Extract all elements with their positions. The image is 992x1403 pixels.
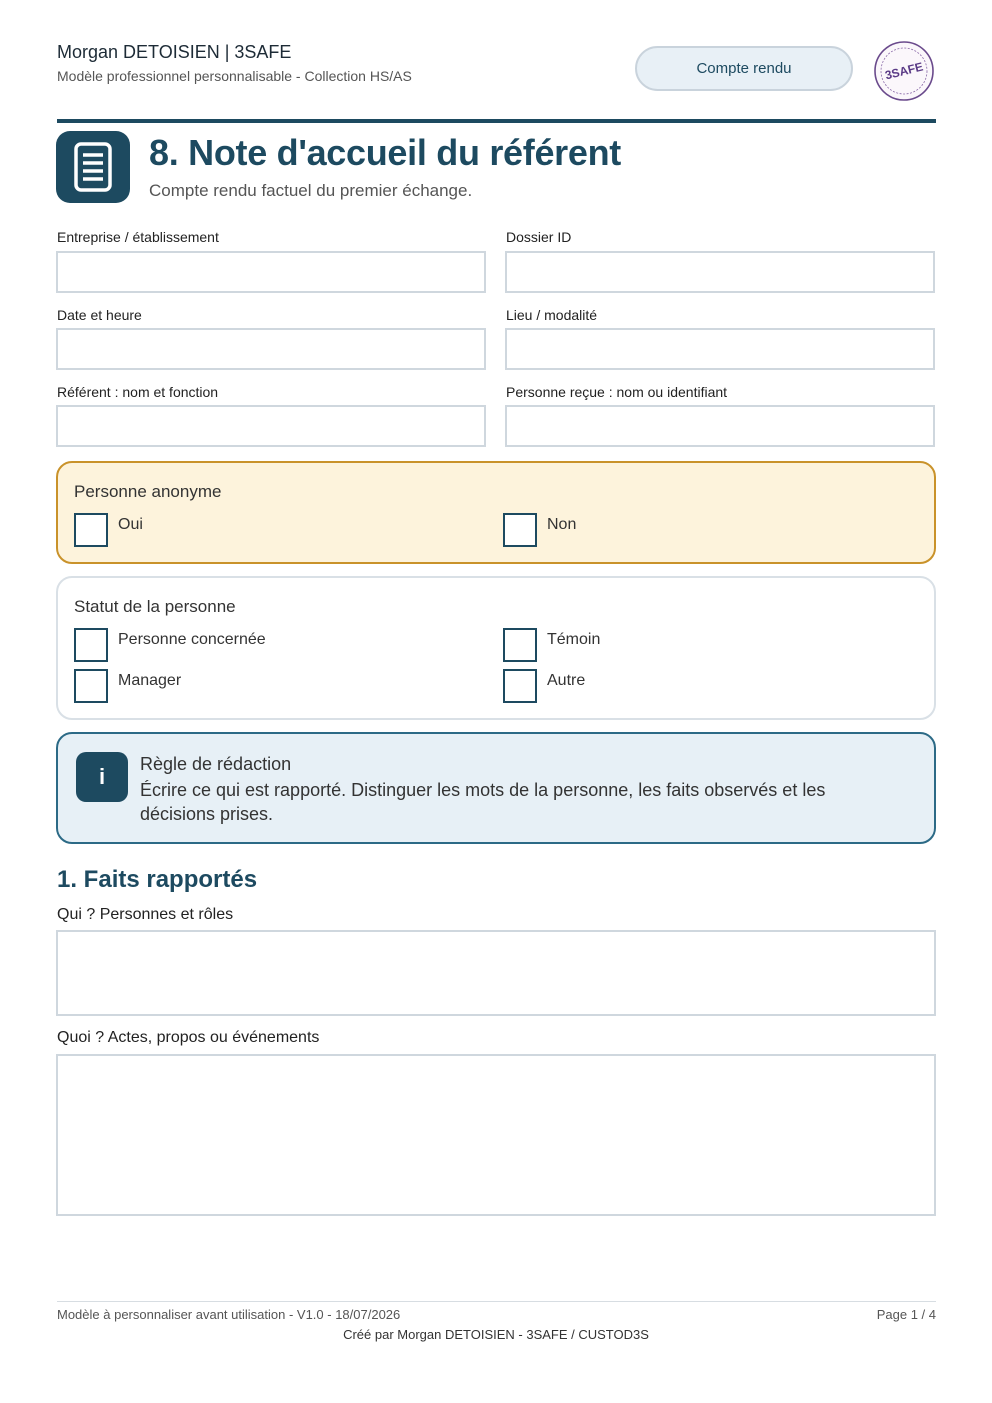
info-text: Écrire ce qui est rapporté. Distinguer les mots de la personne, les faits observés et les décisions prises. [140, 780, 826, 824]
field-label-lieu: Lieu / modalité [506, 307, 598, 323]
checkbox-label-non: Non [547, 516, 577, 533]
status-section [56, 576, 936, 720]
checkbox-personne-concernee[interactable] [74, 628, 108, 662]
footer-divider [57, 1301, 936, 1302]
footer-version: Modèle à personnaliser avant utilisation - V1.0 - 18/07/2026 [57, 1307, 401, 1322]
info-callout [56, 732, 936, 844]
checkbox-non[interactable] [503, 513, 537, 547]
checkbox-label-personne-concernee: Personne concernée [118, 631, 266, 648]
qui-textarea[interactable] [56, 930, 936, 1016]
field-label-referent: Référent : nom et fonction [57, 384, 219, 400]
document-icon [56, 131, 130, 203]
checkbox-label-oui: Oui [118, 516, 143, 533]
dossier-id-field[interactable] [505, 251, 935, 293]
seal-logo [871, 40, 937, 102]
question-label-quoi: Quoi ? Actes, propos ou événements [57, 1029, 320, 1046]
section-title: 1. Faits rapportés [57, 866, 258, 893]
question-label-qui: Qui ? Personnes et rôles [57, 906, 234, 923]
lieu-modalite-field[interactable] [505, 328, 935, 370]
seal-text: 3SAFE [883, 59, 925, 83]
anonymous-section [56, 461, 936, 564]
field-label-date: Date et heure [57, 307, 142, 323]
field-label-entreprise: Entreprise / établissement [57, 229, 219, 245]
checkbox-label-autre: Autre [547, 672, 586, 689]
page-title: 8. Note d'accueil du référent [149, 132, 621, 173]
checkbox-oui[interactable] [74, 513, 108, 547]
field-label-personne: Personne reçue : nom ou identifiant [506, 384, 728, 400]
compte-rendu-badge[interactable]: Compte rendu [635, 46, 853, 91]
anonymous-title: Personne anonyme [74, 482, 222, 501]
checkbox-autre[interactable] [503, 669, 537, 703]
checkbox-manager[interactable] [74, 669, 108, 703]
checkbox-temoin[interactable] [503, 628, 537, 662]
header-divider [57, 119, 936, 123]
header-author: Morgan DETOISIEN | 3SAFE [57, 42, 292, 62]
info-icon: i [76, 752, 128, 802]
checkbox-label-temoin: Témoin [547, 631, 601, 648]
page-subtitle: Compte rendu factuel du premier échange. [149, 181, 473, 200]
checkbox-label-manager: Manager [118, 672, 182, 689]
status-title: Statut de la personne [74, 597, 236, 616]
quoi-textarea[interactable] [56, 1054, 936, 1216]
footer-credit: Créé par Morgan DETOISIEN - 3SAFE / CUSTOD3S [343, 1327, 649, 1342]
personne-recue-field[interactable] [505, 405, 935, 447]
date-heure-field[interactable] [56, 328, 486, 370]
referent-field[interactable] [56, 405, 486, 447]
info-title: Règle de rédaction [140, 754, 292, 774]
field-label-dossier: Dossier ID [506, 229, 572, 245]
footer-page-number: Page 1 / 4 [876, 1307, 936, 1322]
header-subtitle: Modèle professionnel personnalisable - Collection HS/AS [57, 68, 412, 84]
entreprise-field[interactable] [56, 251, 486, 293]
